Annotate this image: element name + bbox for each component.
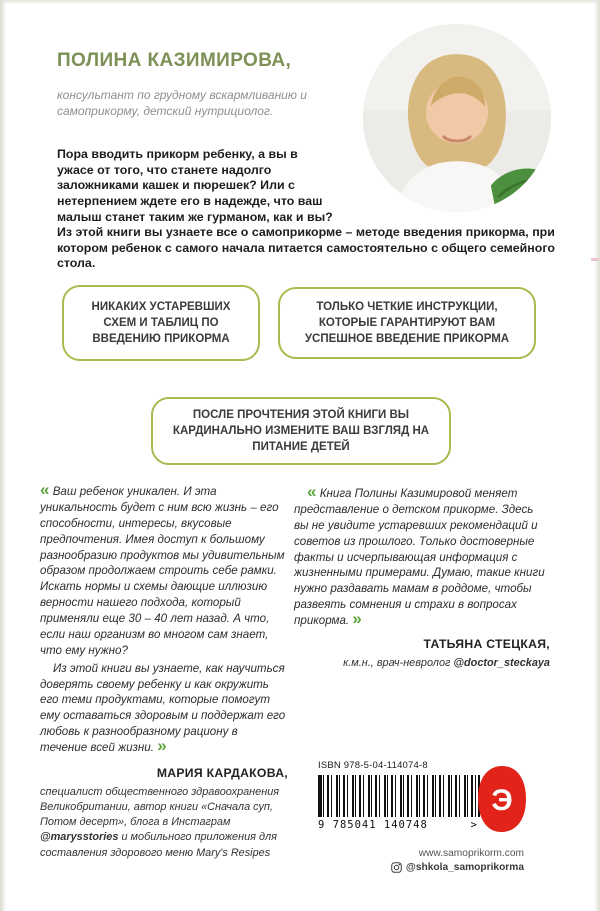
close-quote-icon: » <box>157 736 167 755</box>
page-edge-top <box>0 0 600 4</box>
isbn-label: ISBN 978-5-04-114074-8 <box>318 760 428 771</box>
review-text-1: Ваш ребенок уникален. И эта уникальность будет с ним всю жизнь – его способности, интересы, вкусовые предпочтения. Имея доступ к большому разнообразию продуктов мы удивительным образом продолжаем строить себе рамки. Искать нормы и схемы дающие иллюзию верности нашего подхода, который применяли еще 30 – 40 лет назад. А что, если наш организм во многом сам знает, что ему нужно? <box>40 485 285 657</box>
instagram-row <box>391 862 524 873</box>
badge-change-view-label: ПОСЛЕ ПРОЧТЕНИЯ ЭТОЙ КНИГИ ВЫ КАРДИНАЛЬНО ИЗМЕНИТЕ ВАШ ВЗГЛЯД НА ПИТАНИЕ ДЕТЕЙ <box>172 408 430 454</box>
reviewer-credentials <box>294 656 550 671</box>
author-title: консультант по грудному вскармливанию и самоприкорму, детский нутрициолог. <box>57 88 307 118</box>
credentials-text: к.м.н., врач-невролог <box>343 656 454 669</box>
open-quote-icon: « <box>40 480 50 499</box>
review-text-2: Из этой книги вы узнаете, как научиться доверять своему ребенку и как окружить его теми продуктами, которые помогут ему оставаться здоровым и поддержат его любовь к разнообразному рациону в течение всей жизни. <box>40 661 286 754</box>
review-paragraph <box>40 661 288 756</box>
barcode <box>318 775 480 817</box>
publisher-logo <box>476 764 528 834</box>
publisher-letter: Э <box>491 784 513 817</box>
review-steckaya <box>294 484 550 671</box>
reviewer-name: МАРИЯ КАРДАКОВА, <box>156 765 288 780</box>
open-quote-icon: « <box>307 482 317 501</box>
intro-paragraph <box>57 147 555 272</box>
instagram-handle[interactable]: @doctor_steckaya <box>453 656 550 669</box>
barcode-end-mark: > <box>470 819 478 831</box>
review-text-1: Книга Полины Казимировой меняет представление о детском прикорме. Здесь вы не увидите устаревших рекомендаций и советов из прошлого. Только достоверные факты и исчерпывающая информация с жизненными примерами. Думаю, такие книги нужно раздавать мамам в роддоме, чтобы развеять сомнения и страхи в вопросах прикорма. <box>294 487 545 627</box>
instagram-account[interactable]: @shkola_samoprikorma <box>405 862 524 873</box>
instagram-icon <box>391 862 402 873</box>
close-quote-icon: » <box>352 609 362 628</box>
barcode-number: 9 785041 140748 <box>318 819 428 831</box>
credentials-text: и мобильного приложения для составления здорового меню Mary's Resipes <box>40 831 277 859</box>
page-edge-left <box>0 0 6 911</box>
barcode-digits <box>318 819 478 831</box>
photo-wrap-spacer <box>335 147 555 213</box>
badge-clear-instructions <box>278 287 536 359</box>
badge-clear-instructions-label: ТОЛЬКО ЧЕТКИЕ ИНСТРУКЦИИ, КОТОРЫЕ ГАРАНТИРУЮТ ВАМ УСПЕШНОЕ ВВЕДЕНИЕ ПРИКОРМА <box>304 300 510 346</box>
reviewer-credentials <box>40 785 288 861</box>
review-paragraph <box>294 482 550 629</box>
reviewer-name: ТАТЬЯНА СТЕЦКАЯ, <box>423 636 550 651</box>
print-mark <box>591 258 599 261</box>
page-edge-right <box>594 0 600 911</box>
badge-change-view <box>151 397 451 465</box>
instagram-handle[interactable]: @marysstories <box>40 831 119 844</box>
isbn-block <box>318 760 478 831</box>
badge-no-schemes <box>62 285 260 361</box>
credentials-text: специалист общественного здравоохранения Великобритании, автор книги «Сначала суп, Потом десерт», блога в Инстаграм <box>40 785 280 829</box>
review-kardakova <box>40 480 288 861</box>
author-name: ПОЛИНА КАЗИМИРОВА, <box>57 50 292 71</box>
intro-text: Пора вводить прикорм ребенку, а вы в ужасе от того, что станете надолго заложниками кашек и пюрешек? Или с нетерпением ждете его в надежде, что ваш малыш станет таким же гурманом, как и вы? Из этой книги вы узнаете все о самоприкорме – методе введения прикорма, при котором ребенок с самого начала питается самостоятельно с общего семейного стола. <box>57 147 555 271</box>
badge-no-schemes-label: НИКАКИХ УСТАРЕВШИХ СХЕМ И ТАБЛИЦ ПО ВВЕДЕНИЮ ПРИКОРМА <box>91 300 231 346</box>
footer-links <box>391 848 524 873</box>
website-link[interactable]: www.samoprikorm.com <box>418 848 524 859</box>
review-paragraph <box>40 480 288 659</box>
